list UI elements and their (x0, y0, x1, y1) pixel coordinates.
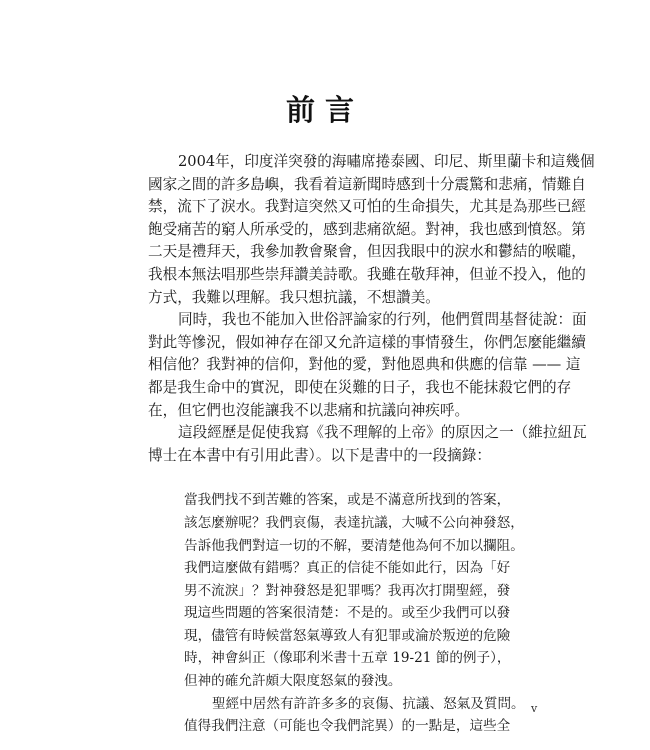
block-quote (148, 489, 525, 738)
quote-line: 現，儘管有時候當怒氣導致人有犯罪或淪於叛逆的危險 (184, 627, 511, 644)
text-line: 2004年，印度洋突發的海嘯席捲泰國、印尼、斯里蘭卡和這幾個 (178, 153, 595, 170)
quote-paragraph-1 (184, 489, 524, 692)
text-line: 國家之間的許多島嶼，我看着這新聞時感到十分震驚和悲痛，情難自 (148, 175, 586, 193)
text-line: 在，但它們也沒能讓我不以悲痛和抗議向神疾呼。 (148, 401, 470, 419)
quote-line: 但神的確允許頗大限度怒氣的發洩。 (184, 673, 402, 690)
quote-line: 當我們找不到苦難的答案，或是不滿意所找到的答案， (184, 492, 511, 509)
text-line: 我根本無法唱那些崇拜讚美詩歌。我雖在敬拜神，但並不投入，他的 (148, 265, 586, 283)
quote-paragraph-2 (184, 693, 525, 738)
paragraph-1 (148, 151, 595, 309)
text-line: 禁，流下了淚水。我對這突然又可怕的生命損失，尤其是為那些已經 (148, 198, 586, 216)
text-line: 同時，我也不能加入世俗評論家的行列，他們質問基督徒說：面 (178, 311, 587, 329)
quote-line: 現這些問題的答案很清楚：不是的。或至少我們可以發 (184, 605, 511, 622)
quote-line: 該怎麼辦呢？我們哀傷，表達抗議，大喊不公向神發怒， (184, 514, 524, 531)
spacer (148, 467, 522, 489)
quote-line: 聖經中居然有許許多多的哀傷、抗議、怒氣及質問。 (212, 695, 525, 712)
body-text (148, 151, 595, 738)
paragraph-2 (148, 309, 587, 422)
text-line: 這段經歷是促使我寫《我不理解的上帝》的原因之一（維拉紐瓦 (178, 424, 587, 442)
paragraph-3 (148, 422, 587, 467)
page-number: v (531, 702, 538, 715)
text-line: 二天是禮拜天，我參加教會聚會，但因我眼中的淚水和鬱結的喉嚨， (148, 243, 586, 261)
text-line: 對此等慘況，假如神存在卻又允許這樣的事情發生，你們怎麼能繼續 (148, 333, 586, 351)
text-line: 方式，我難以理解。我只想抗議，不想讚美。 (148, 288, 440, 306)
page-title: 前言 (285, 93, 364, 127)
text-line: 飽受痛苦的窮人所承受的，感到悲痛欲絕。對神，我也感到憤怒。第 (148, 220, 586, 238)
text-line: 相信他？我對神的信仰，對他的愛，對他恩典和供應的信靠 —— 這 (148, 356, 581, 374)
text-line: 博士在本書中有引用此書）。以下是書中的一段摘錄： (148, 446, 491, 464)
text-line: 都是我生命中的實況，即使在災難的日子，我也不能抹殺它們的存 (148, 378, 572, 396)
quote-line: 告訴他我們對這一切的不解，要清楚他為何不加以攔阻。 (184, 537, 524, 554)
quote-line: 時，神會糾正（像耶利米書十五章 19-21 節的例子）， (184, 650, 511, 667)
quote-line: 值得我們注意（可能也令我們詫異）的一點是，這些全 (184, 718, 511, 735)
quote-line: 男不流淚」？對神發怒是犯罪嗎？我再次打開聖經，發 (184, 582, 511, 599)
quote-line: 我們這麼做有錯嗎？真正的信徒不能如此行，因為「好 (184, 560, 511, 577)
